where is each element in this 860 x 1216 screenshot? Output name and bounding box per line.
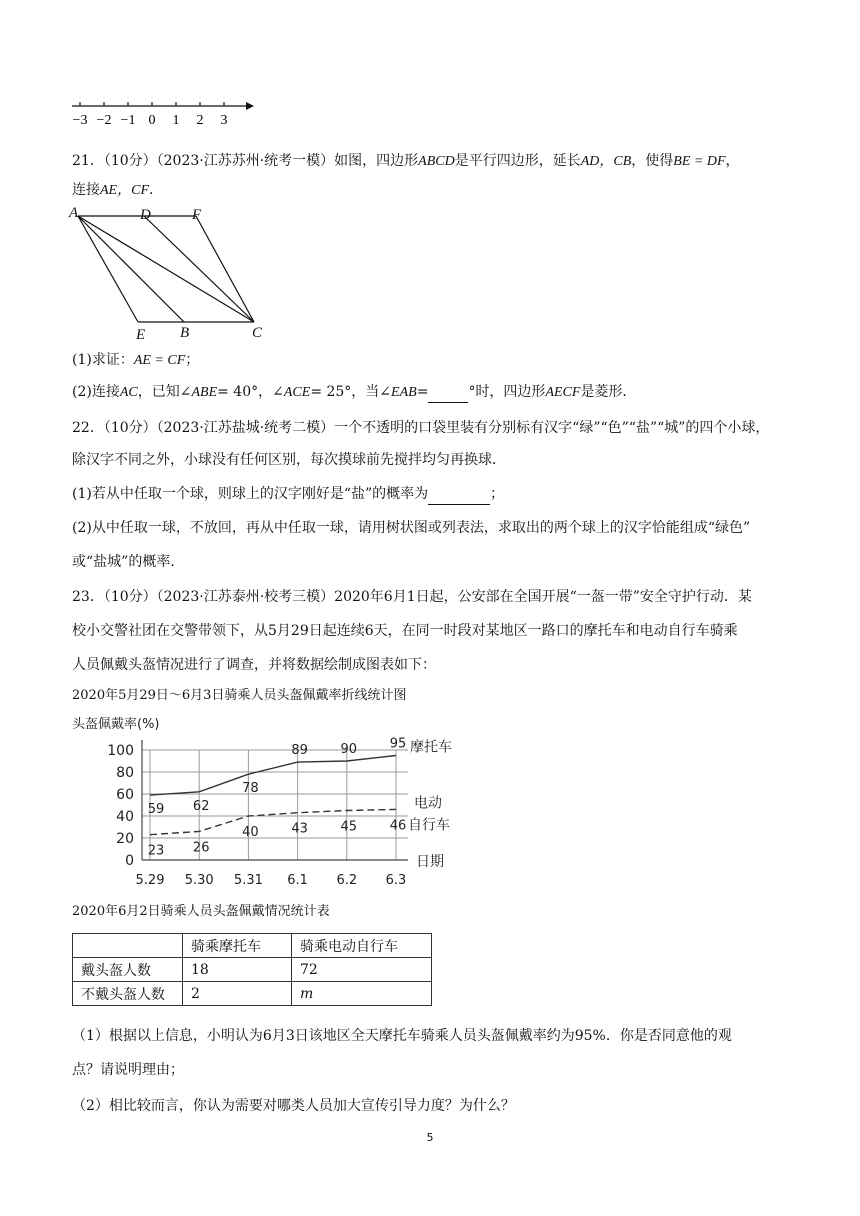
x-tick-label: 5.29 <box>135 873 165 888</box>
q23-stem-line2: 校小交警社团在交警带领下，从5月29日起连续6天，在同一时段对某地区一路口的摩托车和电动自行车骑乘 <box>72 623 738 639</box>
helmet-stats-table <box>72 933 432 1006</box>
x-tick-label: 6.2 <box>336 873 358 888</box>
data-label: 43 <box>291 821 308 837</box>
number-line-label: −1 <box>120 113 136 128</box>
table-cell: 72 <box>292 958 432 982</box>
table-cell: 戴头盔人数 <box>73 958 183 982</box>
table-cell: 2 <box>183 982 292 1006</box>
table-header-cell: 骑乘电动自行车 <box>292 934 432 958</box>
y-tick-label: 40 <box>116 809 134 825</box>
q22-part2-line1: (2)从中任取一球，不放回，再从中任取一球，请用树状图或列表法，求取出的两个球上的汉字恰能组成“绿色” <box>72 520 751 536</box>
table-header-cell: 骑乘摩托车 <box>183 934 292 958</box>
data-label: 62 <box>192 798 210 814</box>
series-name-label: 电动 <box>414 795 442 812</box>
chart-caption: 2020年5月29日～6月3日骑乘人员头盔佩戴率折线统计图 <box>72 688 407 703</box>
data-label: 95 <box>389 736 407 752</box>
table-header-row <box>73 934 432 958</box>
number-line <box>68 96 258 130</box>
table-cell: m <box>292 982 432 1006</box>
y-tick-label: 100 <box>107 743 134 759</box>
x-tick-label: 5.31 <box>233 873 263 888</box>
x-tick-label: 6.3 <box>385 873 407 888</box>
y-tick-label: 20 <box>116 831 134 847</box>
q22-part2-line2: 或“盐城”的概率． <box>72 554 185 570</box>
q22-part1: (1)若从中任取一个球，则球上的汉字刚好是“盐”的概率为 ； <box>72 484 504 505</box>
table-caption: 2020年6月2日骑乘人员头盔佩戴情况统计表 <box>72 904 330 919</box>
parallelogram-figure <box>66 204 276 344</box>
number-line-label: 3 <box>220 113 228 128</box>
number-line-label: 1 <box>172 113 180 128</box>
number-line-label: 0 <box>148 113 156 128</box>
data-label: 89 <box>291 743 308 759</box>
label-A: A <box>69 205 79 221</box>
q22-stem-line2: 除汉字不同之外，小球没有任何区别，每次摸球前先搅拌均匀再换球． <box>72 452 506 468</box>
y-axis-label: 头盔佩戴率(%) <box>72 717 160 732</box>
table-row <box>73 958 432 982</box>
label-D: D <box>140 207 151 223</box>
data-label: 78 <box>242 781 259 797</box>
q21-part1: (1)求证：AE = CF； <box>72 352 200 368</box>
data-label: 90 <box>340 742 358 757</box>
helmet-rate-line-chart <box>70 712 470 892</box>
q21-stem-line1: 21．（10分）（2023·江苏苏州·统考一模）如图，四边形ABCD是平行四边形，延长AD，CB，使得BE = DF， <box>72 153 740 169</box>
label-C: C <box>252 325 263 341</box>
table-header-cell <box>73 934 183 958</box>
data-label: 46 <box>389 818 407 834</box>
series-line <box>150 756 396 796</box>
y-tick-label: 0 <box>125 853 134 869</box>
q21-stem-line2: 连接AE，CF． <box>72 182 163 198</box>
series-name-label: 自行车 <box>408 817 450 834</box>
q22-stem-line1: 22．（10分）（2023·江苏盐城·统考二模）一个不透明的口袋里装有分别标有汉字“绿”“色”“盐”“城”的四个小球， <box>72 420 770 436</box>
x-axis-label: 日期 <box>416 854 444 870</box>
q23-part1-line1: （1）根据以上信息，小明认为6月3日该地区全天摩托车骑乘人员头盔佩戴率约为95%．你是否同意他的观 <box>72 1028 732 1044</box>
q21-part2: (2)连接AC，已知∠ABE= 40°，∠ACE= 25°，当∠EAB= °时，四边形AECF是菱形． <box>72 382 636 403</box>
data-label: 59 <box>147 802 165 818</box>
number-line-label: 2 <box>196 113 204 128</box>
table-row <box>73 982 432 1006</box>
table-cell: 不戴头盔人数 <box>73 982 183 1006</box>
page-number: 5 <box>426 1131 434 1144</box>
y-tick-label: 60 <box>116 787 134 803</box>
number-line-label: −3 <box>72 113 88 128</box>
q23-stem-line1: 23．（10分）（2023·江苏泰州·校考三模）2020年6月1日起，公安部在全国开展“一盔一带”安全守护行动．某 <box>72 589 752 605</box>
data-label: 40 <box>242 825 259 840</box>
q23-part1-line2: 点？请说明理由； <box>72 1062 184 1078</box>
series-line <box>150 809 396 834</box>
series-name-label: 摩托车 <box>410 739 452 756</box>
x-tick-label: 5.30 <box>184 873 214 888</box>
data-label: 26 <box>192 840 210 856</box>
answer-blank <box>428 484 490 505</box>
label-E: E <box>136 327 146 343</box>
label-F: F <box>192 207 202 223</box>
data-label: 45 <box>340 819 358 835</box>
q23-part2: （2）相比较而言，你认为需要对哪类人员加大宣传引导力度？为什么？ <box>72 1098 515 1114</box>
q23-stem-line3: 人员佩戴头盔情况进行了调查，并将数据绘制成图表如下： <box>72 657 436 673</box>
x-tick-label: 6.1 <box>287 873 308 888</box>
table-cell: 18 <box>183 958 292 982</box>
data-label: 23 <box>147 843 165 859</box>
label-B: B <box>180 325 190 341</box>
answer-blank <box>428 382 468 403</box>
y-tick-label: 80 <box>116 765 134 781</box>
number-line-label: −2 <box>96 113 112 128</box>
